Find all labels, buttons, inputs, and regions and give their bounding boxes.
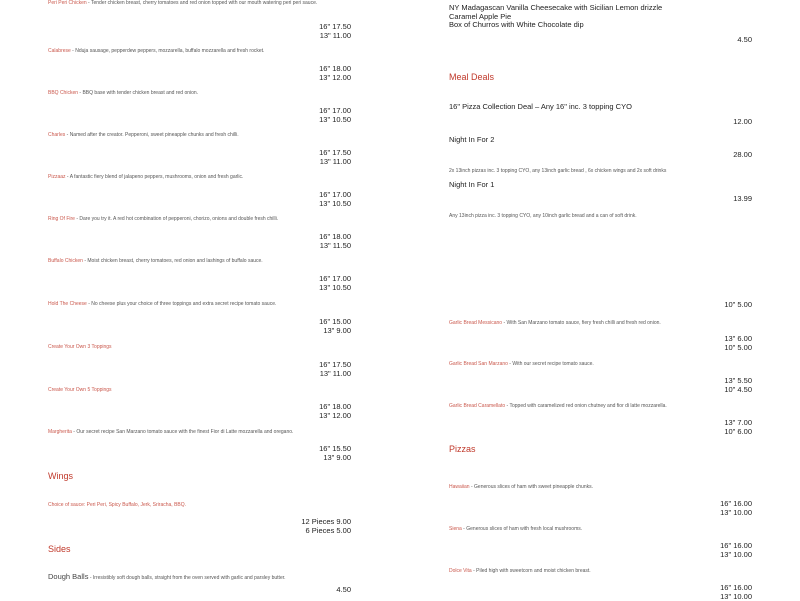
price-10: 10" 4.50 [449, 386, 752, 395]
menu-item-calabrese: Calabrese - Nduja sausage, pepperdew peppers, mozzarella, buffalo mozzarella and fresh rocket. [48, 48, 351, 55]
menu-item-charles: Charles - Named after the creator. Pepperoni, sweet pineapple chunks and fresh chilli. [48, 132, 351, 139]
item-desc: Our secret recipe San Marzano tomato sauce with the finest Fior di Latte mozzarella and oregano. [76, 429, 293, 435]
dough-balls-price: 4.50 [48, 586, 351, 595]
item-prices [48, 149, 351, 166]
price-13: 13" 11.00 [48, 32, 351, 41]
deal-title-night-in-for-2: Night In For 2 [449, 135, 752, 144]
dessert-items [449, 4, 752, 30]
item-prices [48, 403, 351, 420]
dessert-line: Box of Churros with White Chocolate dip [449, 21, 752, 30]
menu-item-dough-balls: Dough Balls - Irresistibly soft dough balls, straight from the oven served with garlic and parsley butter. [48, 573, 351, 582]
item-desc: No cheese plus your choice of three toppings and extra secret recipe tomato sauce. [91, 301, 276, 307]
item-desc: Generous slices of ham with fresh local mushrooms. [466, 526, 582, 532]
item-prices [449, 419, 752, 436]
price-16: 16" 17.00 [48, 107, 351, 116]
price-13: 13" 10.00 [449, 509, 752, 518]
price-13: 13" 11.00 [48, 158, 351, 167]
item-name: Choice of sauce: Peri Peri, Spicy Buffalo, Jerk, Sriracha, BBQ. [48, 502, 186, 508]
price-16: 16" 16.00 [449, 542, 752, 551]
item-name: Garlic Bread San Marzano [449, 361, 508, 367]
item-desc: Topped with caramelized red onion chutney and fior di latte mozzarella. [510, 403, 667, 409]
item-name: Buffalo Chicken [48, 258, 83, 264]
item-prices [48, 23, 351, 40]
menu-item-siena: Siena - Generous slices of ham with fresh local mushrooms. [449, 526, 752, 533]
item-name: Pizzaaz [48, 174, 66, 180]
dessert-line: NY Madagascan Vanilla Cheesecake with Sicilian Lemon drizzle [449, 4, 752, 13]
price-10: 10" 5.00 [449, 344, 752, 353]
price-13: 13" 11.50 [48, 242, 351, 251]
item-name: Charles [48, 132, 65, 138]
wings-sauce-choice [48, 502, 351, 509]
item-name: Margherita [48, 429, 72, 435]
item-prices [449, 542, 752, 559]
price-16: 16" 15.50 [48, 445, 351, 454]
menu-item-peri-peri-chicken: Peri Peri Chicken - Tender chicken breast, cherry tomatoes and red onion topped with our mouth watering peri peri sauce. [48, 0, 351, 7]
dessert-price: 4.50 [449, 36, 752, 45]
deal-price-collection: 12.00 [449, 118, 752, 127]
item-desc: Piled high with sweetcorn and moist chicken breast. [476, 568, 591, 574]
price-10: 10" 6.00 [449, 428, 752, 437]
item-desc: With San Marzano tomato sauce, fiery fresh chilli and fresh red onion. [507, 320, 661, 326]
menu-item-hawaiian: Hawaiian - Generous slices of ham with sweet pineapple chunks. [449, 484, 752, 491]
item-desc: Dare you try it. A red hot combination of pepperoni, chorizo, onions and double fresh chilli. [79, 216, 278, 222]
deal-title-night-in-for-1: Night In For 1 [449, 180, 752, 189]
item-prices [48, 275, 351, 292]
item-prices [48, 65, 351, 82]
sides-heading: Sides [48, 544, 351, 554]
item-name: Hawaiian [449, 484, 470, 490]
price-13: 13" 10.00 [449, 593, 752, 601]
menu-item-create-your-own-5 [48, 387, 351, 394]
price-6-pieces: 6 Pieces 5.00 [48, 527, 351, 536]
menu-item-garlic-bread-san-marzano: Garlic Bread San Marzano - With our secret recipe tomato sauce. [449, 361, 752, 368]
item-prices [48, 318, 351, 335]
wings-prices [48, 518, 351, 535]
item-desc: Generous slices of ham with sweet pineapple chunks. [474, 484, 593, 490]
price-13: 13" 9.00 [48, 327, 351, 336]
price-12-pieces: 12 Pieces 9.00 [48, 518, 351, 527]
item-name: Create Your Own 3 Toppings [48, 344, 112, 350]
price-13: 13" 5.50 [449, 377, 752, 386]
item-prices [48, 361, 351, 378]
item-prices [48, 233, 351, 250]
item-name: Create Your Own 5 Toppings [48, 387, 112, 393]
price-13: 13" 6.00 [449, 335, 752, 344]
item-name: Garlic Bread Messicano [449, 320, 502, 326]
menu-item-hold-the-cheese: Hold The Cheese - No cheese plus your choice of three toppings and extra secret recipe tomato sauce. [48, 301, 351, 308]
price-16: 16" 17.00 [48, 275, 351, 284]
item-desc: BBQ base with tender chicken breast and red onion. [82, 90, 198, 96]
item-prices [449, 377, 752, 394]
item-name: Hold The Cheese [48, 301, 87, 307]
item-name: BBQ Chicken [48, 90, 78, 96]
deal-desc-night-in-for-1: Any 13inch pizza inc. 3 topping CYO, any 10inch garlic bread and a can of soft drink. [449, 213, 752, 220]
price-16: 16" 15.00 [48, 318, 351, 327]
price-16: 16" 17.00 [48, 191, 351, 200]
menu-item-buffalo-chicken: Buffalo Chicken - Moist chicken breast, cherry tomatoes, red onion and lashings of buffalo sauce. [48, 258, 351, 265]
price-16: 16" 17.50 [48, 23, 351, 32]
price-16: 16" 17.50 [48, 361, 351, 370]
price-13: 13" 10.50 [48, 284, 351, 293]
price-16: 16" 16.00 [449, 500, 752, 509]
menu-item-dolce-vita: Dolce Vita - Piled high with sweetcorn and moist chicken breast. [449, 568, 752, 575]
price-13: 13" 10.50 [48, 200, 351, 209]
item-name: Dolce Vita [449, 568, 472, 574]
item-desc: Tender chicken breast, cherry tomatoes and red onion topped with our mouth watering peri peri sauce. [91, 0, 317, 6]
item-prices [449, 335, 752, 352]
item-prices [48, 191, 351, 208]
item-desc: Moist chicken breast, cherry tomatoes, red onion and lashings of buffalo sauce. [87, 258, 262, 264]
item-name: Peri Peri Chicken [48, 0, 87, 6]
price-13: 13" 7.00 [449, 419, 752, 428]
item-name: Calabrese [48, 48, 71, 54]
deal-price-night-in-for-1: 13.99 [449, 195, 752, 204]
menu-item-pizzaaz: Pizzaaz - A fantastic fiery blend of jalapeno peppers, mushrooms, onion and fresh garlic. [48, 174, 351, 181]
item-prices [48, 107, 351, 124]
deal-title-collection: 16" Pizza Collection Deal – Any 16" inc. 3 topping CYO [449, 102, 752, 111]
price-16: 16" 18.00 [48, 65, 351, 74]
item-desc: Named after the creator. Pepperoni, sweet pineapple chunks and fresh chilli. [70, 132, 239, 138]
price-16: 16" 18.00 [48, 403, 351, 412]
menu-item-garlic-bread-caramellato: Garlic Bread Caramellato - Topped with caramelized red onion chutney and fior di latte mozzarella. [449, 403, 752, 410]
menu-item-garlic-bread-messicano: Garlic Bread Messicano - With San Marzano tomato sauce, fiery fresh chilli and fresh red onion. [449, 320, 752, 327]
pizzas-heading: Pizzas [449, 444, 752, 454]
item-desc: With our secret recipe tomato sauce. [512, 361, 593, 367]
price-16: 16" 16.00 [449, 584, 752, 593]
item-prices [449, 584, 752, 601]
price-13: 13" 10.00 [449, 551, 752, 560]
item-prices [48, 445, 351, 462]
dessert-line: Caramel Apple Pie [449, 13, 752, 22]
menu-item-bbq-chicken: BBQ Chicken - BBQ base with tender chicken breast and red onion. [48, 90, 351, 97]
price-13: 13" 10.50 [48, 116, 351, 125]
item-desc: Nduja sausage, pepperdew peppers, mozzarella, buffalo mozzarella and fresh rocket. [75, 48, 264, 54]
item-prices [449, 500, 752, 517]
item-desc: Irresistibly soft dough balls, straight from the oven served with garlic and parsley butter. [93, 575, 286, 581]
menu-item-create-your-own-3 [48, 344, 351, 351]
deal-price-night-in-for-2: 28.00 [449, 151, 752, 160]
price-16: 16" 18.00 [48, 233, 351, 242]
item-name: Garlic Bread Caramellato [449, 403, 505, 409]
menu-item-ring-of-fire: Ring Of Fire - Dare you try it. A red hot combination of pepperoni, chorizo, onions and double fresh chilli. [48, 216, 351, 223]
menu-item-margherita: Margherita - Our secret recipe San Marzano tomato sauce with the finest Fior di Latte mozzarella and oregano. [48, 429, 351, 436]
price-16: 16" 17.50 [48, 149, 351, 158]
price-13: 13" 12.00 [48, 412, 351, 421]
item-name: Siena [449, 526, 462, 532]
item-name: Dough Balls [48, 572, 88, 581]
item-name: Ring Of Fire [48, 216, 75, 222]
wings-heading: Wings [48, 471, 351, 481]
price-13: 13" 12.00 [48, 74, 351, 83]
item-desc: A fantastic fiery blend of jalapeno peppers, mushrooms, onion and fresh garlic. [70, 174, 244, 180]
garlic-bread-price: 10" 5.00 [449, 301, 752, 310]
price-13: 13" 11.00 [48, 370, 351, 379]
price-13: 13" 9.00 [48, 454, 351, 463]
deal-desc-night-in-for-2: 2x 13inch pizzas inc. 3 topping CYO, any 13inch garlic bread , 6x chicken wings and 2x soft drinks [449, 168, 752, 175]
meal-deals-heading: Meal Deals [449, 72, 752, 82]
